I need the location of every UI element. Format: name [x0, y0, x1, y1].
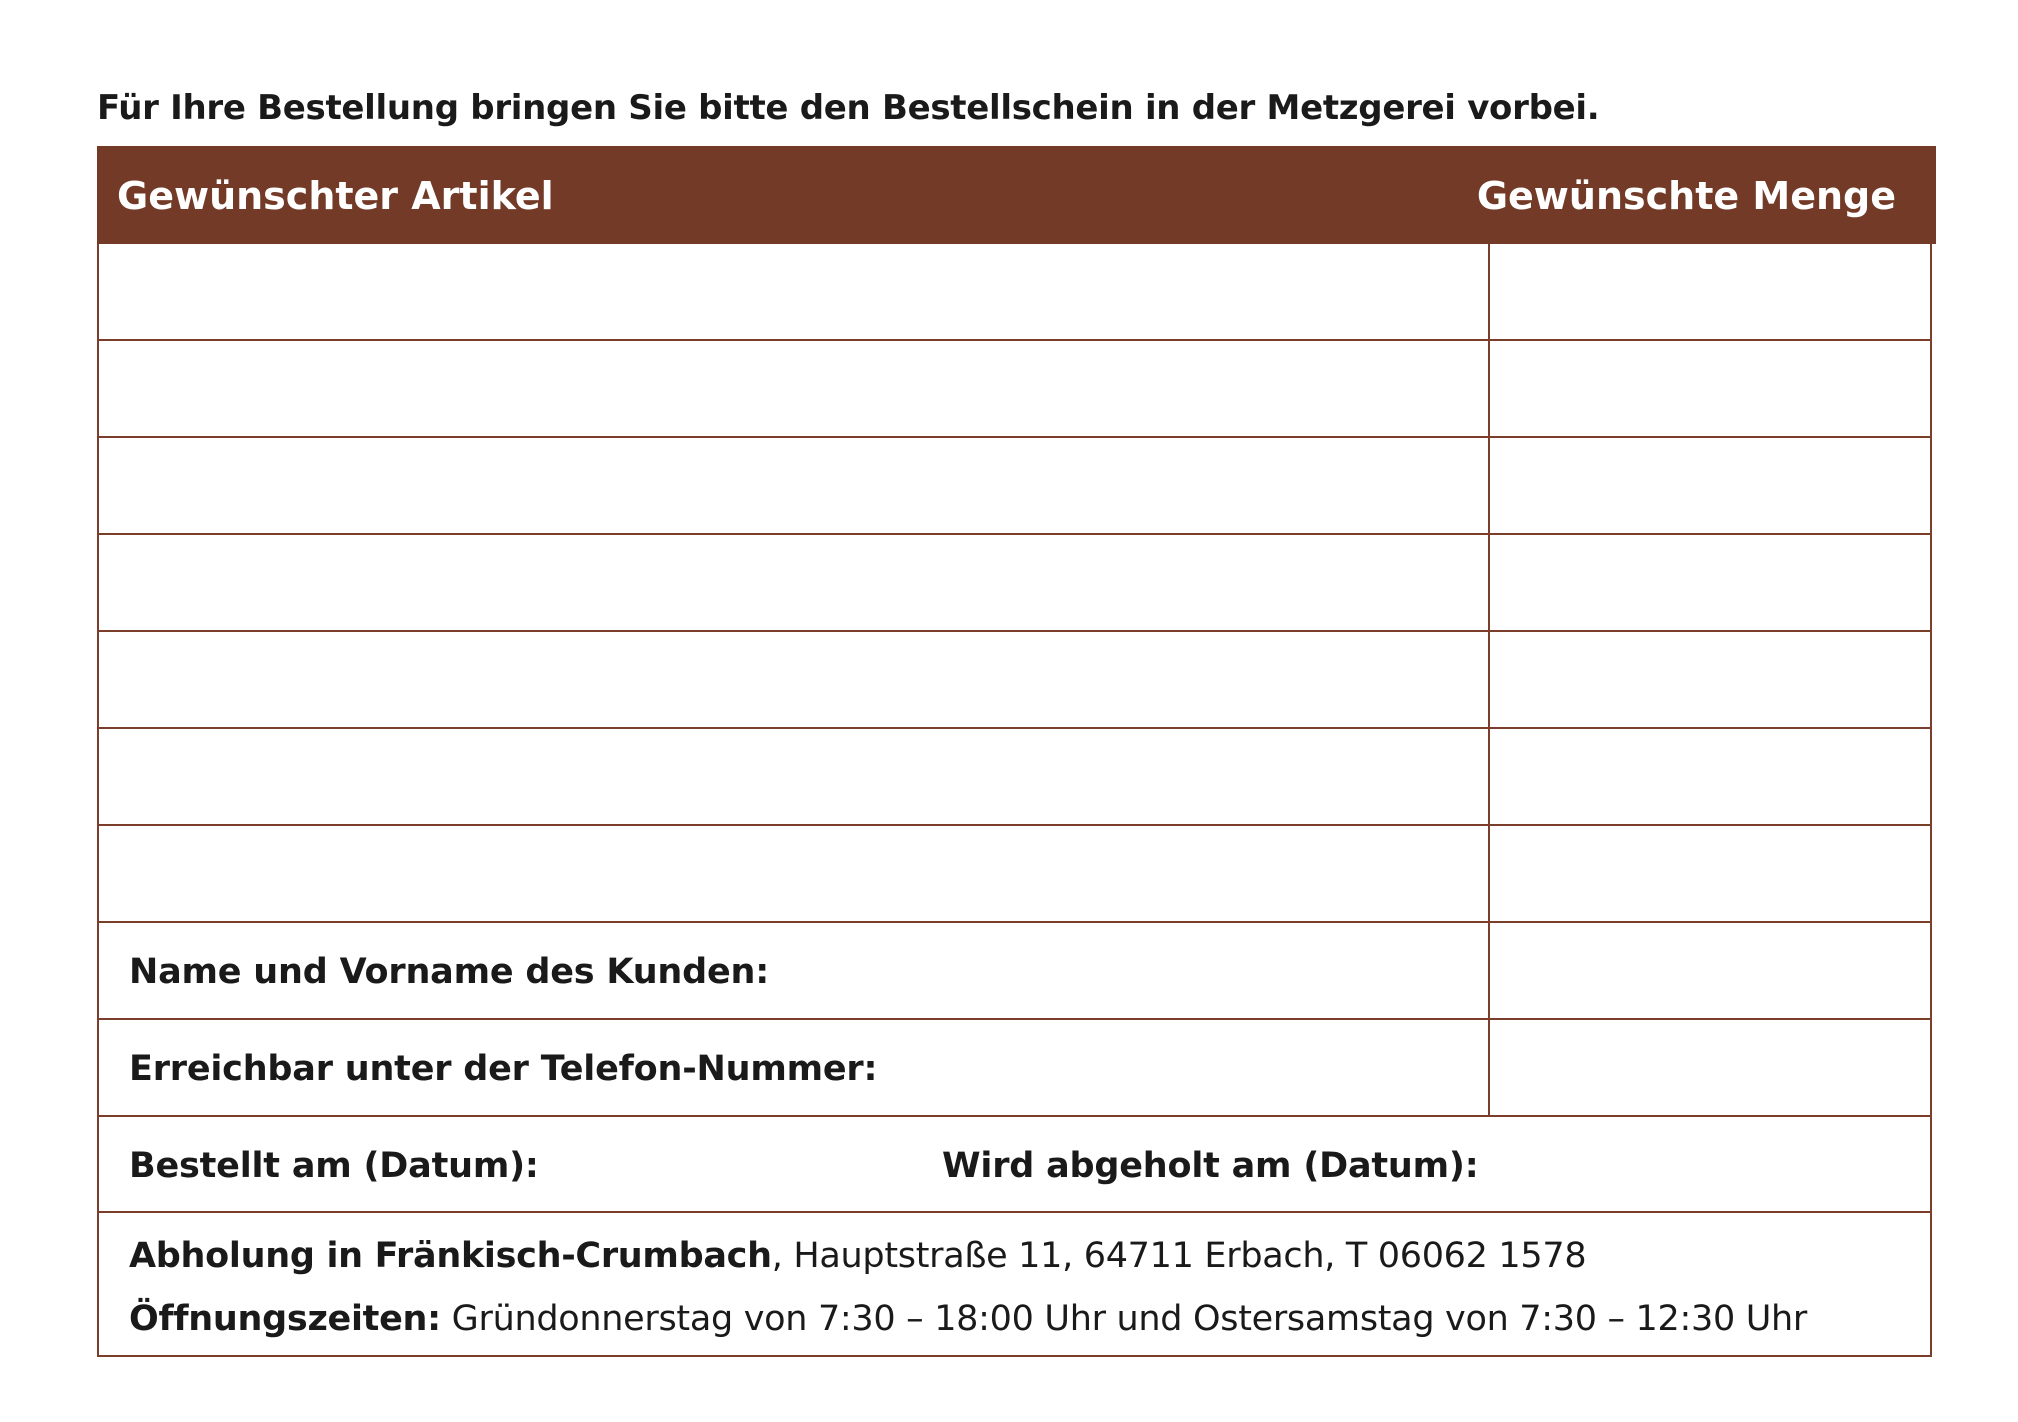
table-header [97, 146, 1936, 244]
quantity-field[interactable] [1490, 632, 1930, 727]
table-row [99, 535, 1930, 632]
customer-name-row [99, 923, 1930, 1020]
opening-hours-title: Öffnungszeiten: [129, 1299, 441, 1339]
pickup-info [99, 1208, 1930, 1355]
quantity-field[interactable] [1490, 244, 1930, 339]
opening-hours [129, 1299, 1807, 1339]
pickup-location [129, 1236, 1586, 1276]
pickup-location-title: Abholung in Fränkisch-Crumbach [129, 1236, 772, 1276]
quantity-field[interactable] [1490, 341, 1930, 436]
customer-phone-label: Erreichbar unter der Telefon-Nummer: [129, 1049, 878, 1089]
quantity-field[interactable] [1490, 438, 1930, 533]
table-row [99, 729, 1930, 826]
quantity-field[interactable] [1490, 729, 1930, 824]
opening-hours-text: Gründonnerstag von 7:30 – 18:00 Uhr und Ostersamstag von 7:30 – 12:30 Uhr [440, 1299, 1808, 1339]
customer-phone-label-cell [99, 1020, 1490, 1115]
customer-name-label-cell [99, 923, 1490, 1018]
pickup-address: , Hauptstraße 11, 64711 Erbach, T 06062 1578 [771, 1236, 1587, 1276]
quantity-field[interactable] [1490, 535, 1930, 630]
quantity-field[interactable] [1490, 826, 1930, 921]
article-field[interactable] [99, 729, 1490, 824]
table-row [99, 632, 1930, 729]
table-row [99, 826, 1930, 923]
intro-text: Für Ihre Bestellung bringen Sie bitte den Bestellschein in der Metzgerei vorbei. [97, 88, 1600, 128]
header-quantity: Gewünschte Menge [1476, 174, 1896, 218]
article-field[interactable] [99, 341, 1490, 436]
pickup-date-label: Wird abgeholt am (Datum): [942, 1146, 1479, 1186]
customer-name-label: Name und Vorname des Kunden: [129, 952, 770, 992]
table-row [99, 244, 1930, 341]
article-field[interactable] [99, 535, 1490, 630]
article-field[interactable] [99, 438, 1490, 533]
date-row [99, 1117, 1930, 1213]
header-article: Gewünschter Artikel [117, 174, 554, 218]
customer-name-field[interactable] [1490, 923, 1930, 1018]
customer-phone-field[interactable] [1490, 1020, 1930, 1115]
article-field[interactable] [99, 632, 1490, 727]
order-form [97, 146, 1932, 1357]
customer-phone-row [99, 1020, 1930, 1117]
table-row [99, 438, 1930, 535]
ordered-date-label: Bestellt am (Datum): [129, 1146, 539, 1186]
article-field[interactable] [99, 244, 1490, 339]
article-field[interactable] [99, 826, 1490, 921]
table-row [99, 341, 1930, 438]
